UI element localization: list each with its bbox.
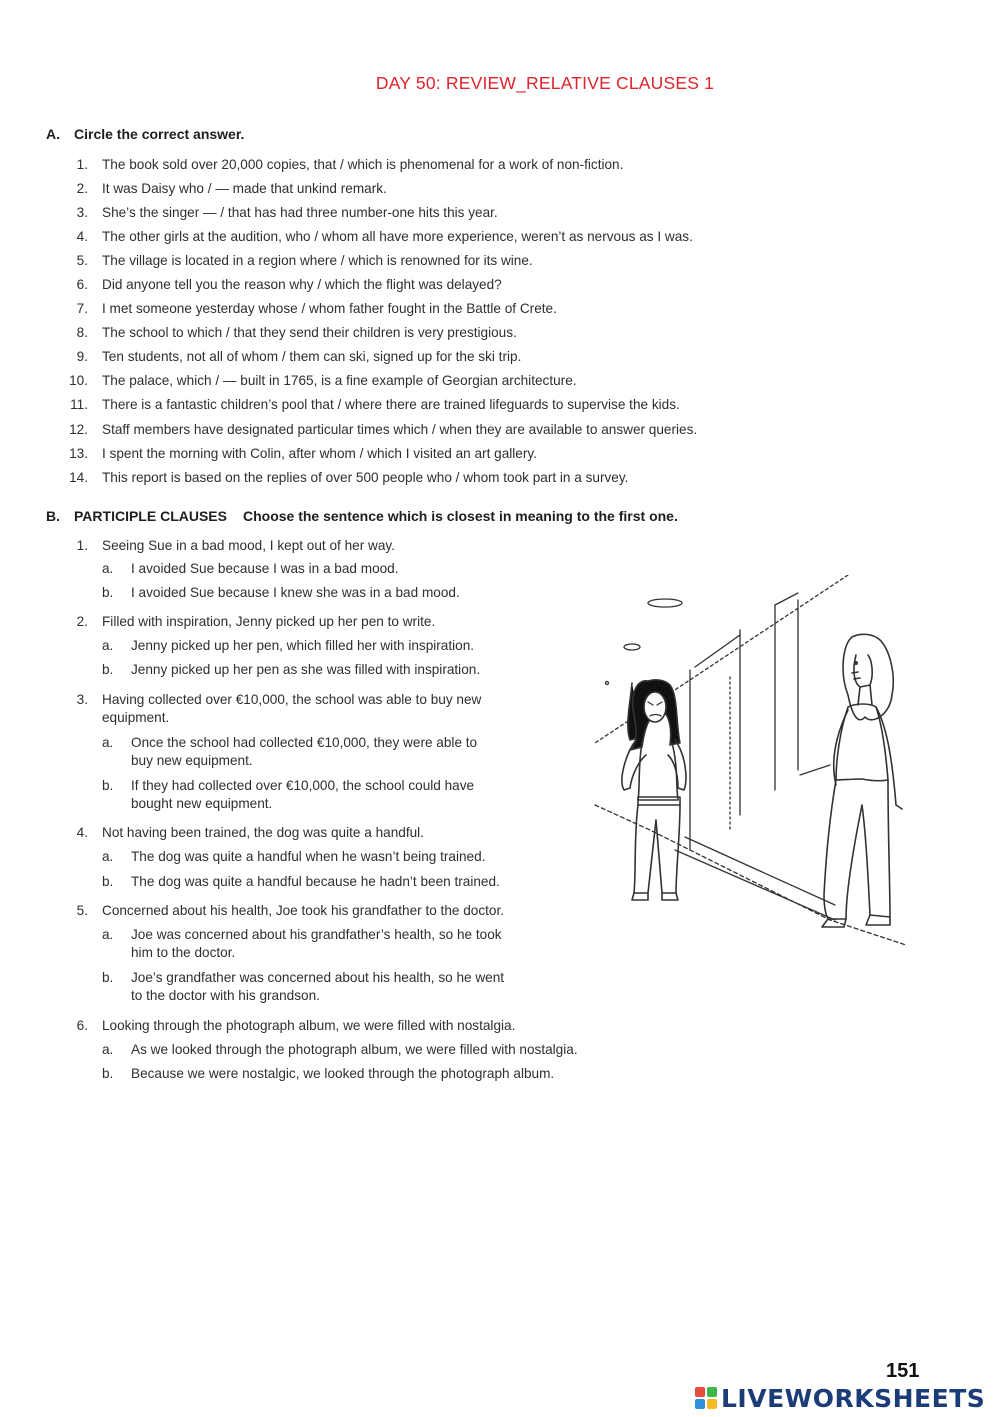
section-b-heading: [46, 508, 678, 524]
page-number: 151: [886, 1360, 920, 1382]
item-number: 13.: [69, 446, 88, 461]
item-number: 8.: [76, 325, 88, 340]
item-number: 4.: [76, 229, 88, 244]
item-number: 2.: [76, 181, 88, 196]
item-text: The school to which / that they send their children is very prestigious.: [102, 325, 517, 340]
liveworksheets-brand[interactable]: [694, 1384, 985, 1412]
section-a-heading: [46, 126, 244, 142]
option-text: The dog was quite a handful because he hadn’t been trained.: [131, 874, 500, 889]
item-text: The book sold over 20,000 copies, that / which is phenomenal for a work of non-fiction.: [102, 157, 624, 172]
corridor-illustration: [590, 575, 920, 950]
item-text: I met someone yesterday whose / whom father fought in the Battle of Crete.: [102, 301, 557, 316]
option-label: a.: [102, 638, 114, 653]
item-text: It was Daisy who / — made that unkind remark.: [102, 181, 387, 196]
item-number: 12.: [69, 422, 88, 437]
item-text: She’s the singer — / that has had three number-one hits this year.: [102, 205, 498, 220]
page-title: DAY 50: REVIEW_RELATIVE CLAUSES 1: [375, 73, 715, 93]
item-text: This report is based on the replies of over 500 people who / whom took part in a survey.: [102, 470, 629, 485]
item-number: 6.: [76, 1018, 88, 1033]
option-label: a.: [102, 735, 114, 750]
option-label: a.: [102, 849, 114, 864]
option-text: Because we were nostalgic, we looked through the photograph album.: [131, 1066, 555, 1081]
option-label: a.: [102, 561, 114, 576]
option-label: b.: [102, 874, 114, 889]
angry-woman-figure: [622, 680, 686, 900]
section-b-label: PARTICIPLE CLAUSES: [74, 508, 227, 524]
item-text: Looking through the photograph album, we were filled with nostalgia.: [102, 1018, 516, 1033]
item-number: 6.: [76, 277, 88, 292]
option-text: buy new equipment.: [131, 753, 253, 768]
item-number: 1.: [76, 538, 88, 553]
option-label: b.: [102, 1066, 114, 1081]
option-text: Joe was concerned about his grandfather’s health, so he took: [131, 927, 502, 942]
option-text: Joe’s grandfather was concerned about his health, so he went: [131, 970, 505, 985]
option-label: b.: [102, 778, 114, 793]
section-b-instruction: Choose the sentence which is closest in meaning to the first one.: [242, 508, 678, 524]
item-number: 3.: [76, 205, 88, 220]
option-text: Jenny picked up her pen as she was filled with inspiration.: [131, 662, 481, 677]
item-number: 9.: [76, 349, 88, 364]
option-text: As we looked through the photograph album, we were filled with nostalgia.: [131, 1042, 578, 1057]
option-text: him to the doctor.: [131, 945, 236, 960]
item-text: Not having been trained, the dog was quite a handful.: [102, 825, 424, 840]
option-text: I avoided Sue because I was in a bad mood.: [131, 561, 399, 576]
item-number: 1.: [76, 157, 88, 172]
item-number: 4.: [76, 825, 88, 840]
option-label: a.: [102, 1042, 114, 1057]
item-number: 5.: [76, 903, 88, 918]
item-text: Seeing Sue in a bad mood, I kept out of her way.: [102, 538, 395, 553]
option-text: to the doctor with his grandson.: [131, 988, 320, 1003]
item-text: I spent the morning with Colin, after whom / which I visited an art gallery.: [102, 446, 537, 461]
item-text: Ten students, not all of whom / them can ski, signed up for the ski trip.: [102, 349, 522, 364]
option-text: The dog was quite a handful when he wasn’t being trained.: [131, 849, 486, 864]
option-text: Once the school had collected €10,000, they were able to: [131, 735, 478, 750]
option-label: b.: [102, 585, 114, 600]
item-number: 10.: [69, 373, 88, 388]
item-text: Filled with inspiration, Jenny picked up her pen to write.: [102, 614, 436, 629]
item-number: 14.: [69, 470, 88, 485]
item-text: The village is located in a region where / which is renowned for its wine.: [102, 253, 533, 268]
item-text: Staff members have designated particular times which / when they are available to answer queries.: [102, 422, 698, 437]
item-text: There is a fantastic children’s pool that / where there are trained lifeguards to supervise the kids.: [102, 397, 680, 412]
option-text: bought new equipment.: [131, 796, 273, 811]
calm-woman-figure: [822, 634, 902, 927]
item-text: The palace, which / — built in 1765, is a fine example of Georgian architecture.: [102, 373, 577, 388]
option-text: If they had collected over €10,000, the school could have: [131, 778, 475, 793]
section-a-instruction: Circle the correct answer.: [74, 126, 245, 142]
item-number: 3.: [76, 692, 88, 707]
item-text: Concerned about his health, Joe took his grandfather to the doctor.: [102, 903, 505, 918]
option-label: b.: [102, 970, 114, 985]
option-label: b.: [102, 662, 114, 677]
item-number: 7.: [76, 301, 88, 316]
item-text: Having collected over €10,000, the school was able to buy new: [102, 692, 482, 707]
brand-name: LIVEWORKSHEETS: [721, 1383, 986, 1413]
section-b-letter: B.: [46, 508, 60, 524]
item-text: The other girls at the audition, who / whom all have more experience, weren’t as nervous as I was.: [102, 229, 693, 244]
item-text: Did anyone tell you the reason why / which the flight was delayed?: [102, 277, 502, 292]
option-text: I avoided Sue because I knew she was in a bad mood.: [131, 585, 460, 600]
option-text: Jenny picked up her pen, which filled her with inspiration.: [131, 638, 475, 653]
item-number: 11.: [70, 397, 88, 412]
section-a-letter: A.: [46, 126, 60, 142]
item-number: 5.: [76, 253, 88, 268]
item-text: equipment.: [102, 710, 170, 725]
item-number: 2.: [76, 614, 88, 629]
liveworksheets-logo-icon: [694, 1386, 718, 1410]
option-label: a.: [102, 927, 114, 942]
